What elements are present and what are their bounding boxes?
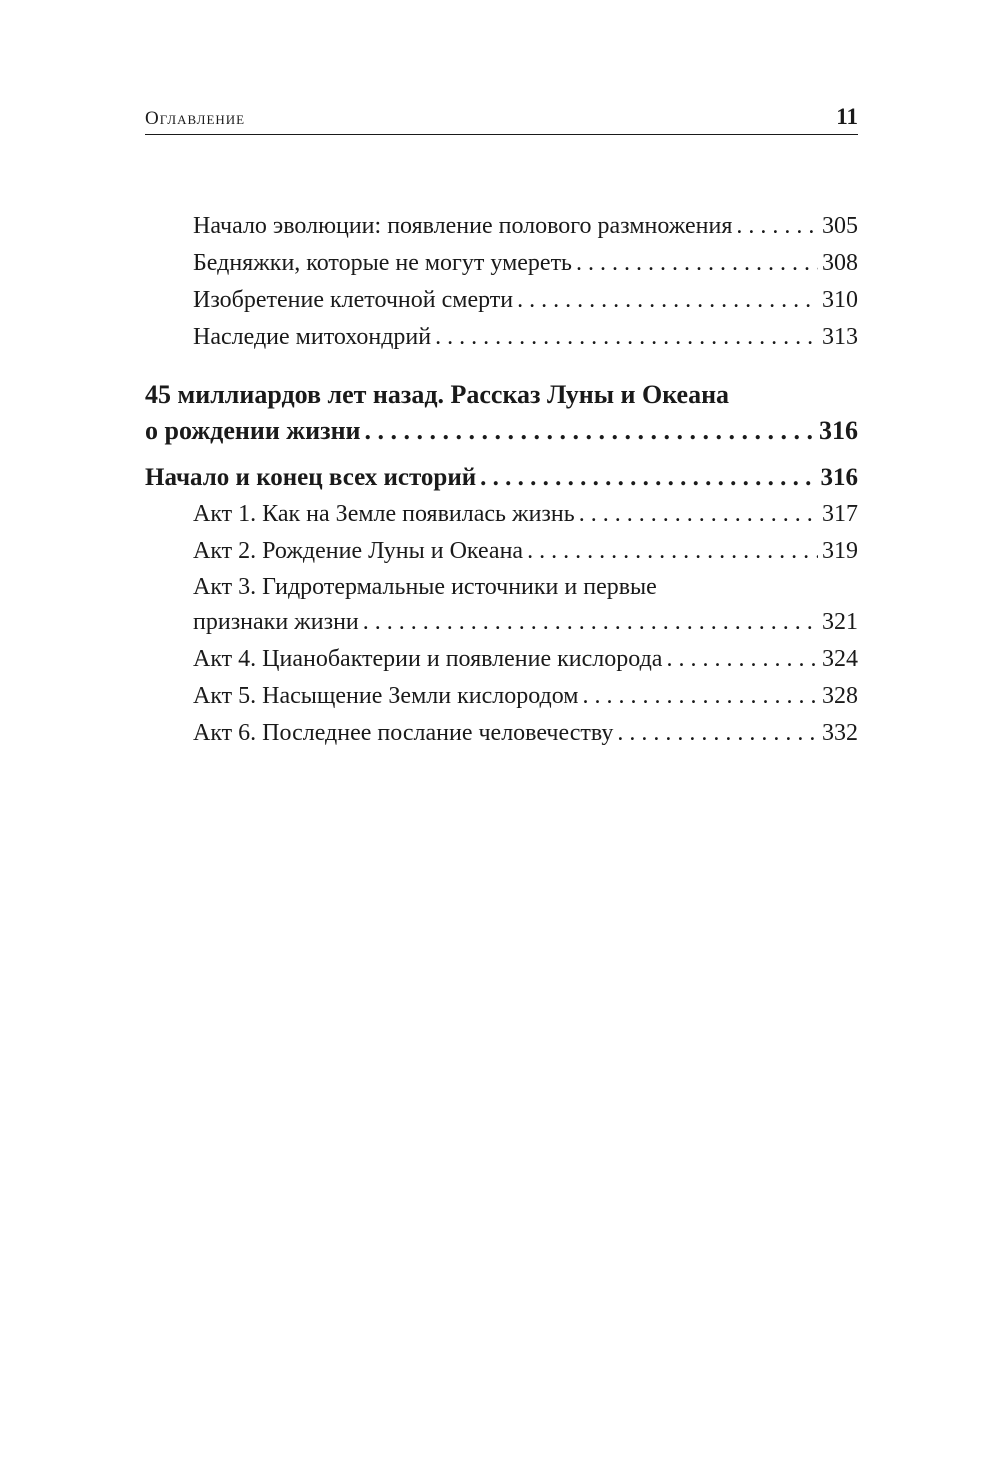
toc-entry-page: 317	[822, 501, 858, 527]
chapter-title-line-2	[145, 413, 858, 449]
toc-entry-page: 308	[822, 250, 858, 276]
dot-leader	[576, 245, 818, 282]
running-title: Оглавление	[145, 108, 246, 129]
toc-entry[interactable]	[145, 282, 858, 319]
toc-entry-label: Акт 5. Насыщение Земли кислородом	[193, 683, 579, 709]
table-of-contents	[145, 208, 858, 752]
dot-leader	[527, 533, 818, 570]
toc-entry-page: 332	[822, 720, 858, 746]
dot-leader	[617, 715, 818, 752]
toc-entry-label: Акт 1. Как на Земле появилась жизнь	[193, 501, 575, 527]
toc-entry-page: 319	[822, 538, 858, 564]
section-label: Начало и конец всех историй	[145, 464, 477, 491]
section-page: 316	[820, 464, 858, 491]
toc-entry-label: Акт 6. Последнее послание человечеству	[193, 720, 614, 746]
toc-entry-line-2	[145, 604, 858, 641]
toc-entry-label: Бедняжки, которые не могут умереть	[193, 250, 572, 276]
dot-leader	[666, 641, 818, 678]
dot-leader	[517, 282, 818, 319]
toc-section[interactable]	[145, 459, 858, 496]
toc-entry-page: 305	[822, 213, 858, 239]
toc-entry-page: 313	[822, 324, 858, 350]
toc-entry[interactable]	[145, 533, 858, 570]
toc-entry[interactable]	[145, 245, 858, 282]
toc-entry[interactable]	[145, 496, 858, 533]
toc-entry-label-line-1: Акт 3. Гидротермальные источники и первые	[193, 574, 657, 600]
dot-leader	[365, 413, 815, 449]
toc-entry-label: Акт 4. Цианобактерии и появление кислорода	[193, 646, 663, 672]
toc-entry-multiline[interactable]	[145, 570, 858, 641]
toc-chapter[interactable]	[145, 377, 858, 449]
chapter-page: 316	[819, 416, 858, 445]
page-number: 11	[836, 104, 858, 129]
toc-entry[interactable]	[145, 208, 858, 245]
dot-leader	[363, 604, 818, 641]
toc-entry-label: Наследие митохондрий	[193, 324, 432, 350]
toc-entry[interactable]	[145, 641, 858, 678]
dot-leader	[736, 208, 818, 245]
toc-entry-page: 310	[822, 287, 858, 313]
toc-entry[interactable]	[145, 678, 858, 715]
toc-entry[interactable]	[145, 319, 858, 356]
toc-entry-page: 324	[822, 646, 858, 672]
toc-entry-label: Акт 2. Рождение Луны и Океана	[193, 538, 524, 564]
dot-leader	[579, 496, 818, 533]
dot-leader	[582, 678, 818, 715]
toc-entry[interactable]	[145, 715, 858, 752]
toc-entry-label-line-2: признаки жизни	[193, 609, 359, 635]
toc-entry-label: Изобретение клеточной смерти	[193, 287, 514, 313]
dot-leader	[435, 319, 818, 356]
toc-entry-label: Начало эволюции: появление полового размножения	[193, 213, 733, 239]
running-header	[145, 104, 858, 135]
chapter-title-label: о рождении жизни	[145, 416, 361, 445]
toc-entry-page: 321	[822, 609, 858, 635]
chapter-title-line-1: 45 миллиардов лет назад. Рассказ Луны и Океана	[145, 380, 730, 409]
dot-leader	[480, 459, 816, 496]
toc-entry-page: 328	[822, 683, 858, 709]
